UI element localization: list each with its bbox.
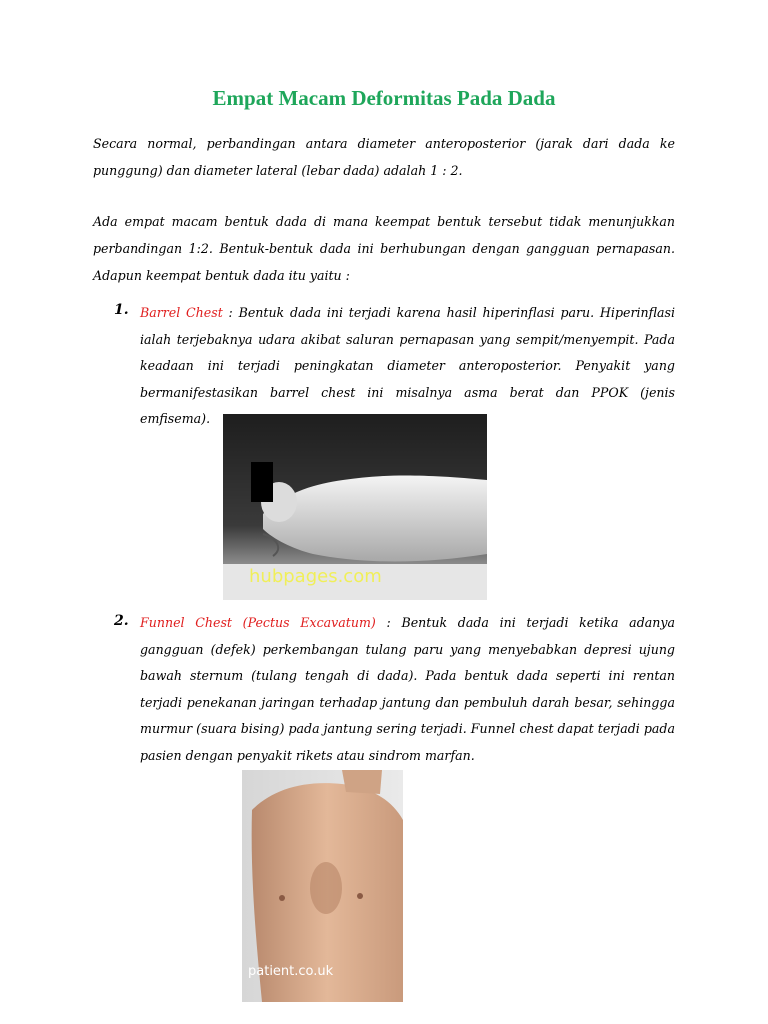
list-item-barrel-chest: Barrel Chest : Bentuk dada ini terjadi karena hasil hiperinflasi paru. Hiperinflasi ialah terjebaknya udara akibat saluran pernapasan yang sempit/menyempit. Pada keadaan ini terjadi peningkatan diameter anteroposterior. Penyakit yang bermanifestasikan barrel chest ini misalnya asma berat dan PPOK (jenis emfisema). [140,305,676,426]
overview-paragraph: Ada empat macam bentuk dada di mana keempat bentuk tersebut tidak menunjukkan perbandingan 1:2. Bentuk-bentuk dada ini berhubungan dengan gangguan pernapasan. Adapun keempat bentuk dada itu yaitu : [93,214,675,283]
description-funnel-chest: Bentuk dada ini terjadi ketika adanya gangguan (defek) perkembangan tulang paru yang menyebabkan depresi ujung bawah sternum (tulang tengah di dada). Pada bentuk dada seperti ini rentan terjadi penekanan jaringan terhadap jantung dan pembuluh darah besar, sehingga murmur (suara bising) pada jantung sering terjadi. Funnel chest dapat terjadi pada pasien dengan penyakit rikets atau sindrom marfan. [140,615,675,763]
term-funnel-chest: Funnel Chest (Pectus Excavatum) [140,615,376,630]
list-item-funnel-chest: Funnel Chest (Pectus Excavatum) : Bentuk dada ini terjadi ketika adanya gangguan (defek) perkembangan tulang paru yang menyebabkan depresi ujung bawah sternum (tulang tengah di dada). Pada bentuk dada seperti ini rentan terjadi penekanan jaringan terhadap jantung dan pembuluh darah besar, sehingga murmur (suara bising) pada jantung sering terjadi. Funnel chest dapat terjadi pada pasien dengan penyakit rikets atau sindrom marfan. [140,615,675,763]
page-title: Empat Macam Deformitas Pada Dada [212,86,556,110]
list-number-2: 2. [114,613,129,629]
funnel-chest-photo [242,770,403,1002]
barrel-chest-photo [223,414,487,600]
patient-watermark: patient.co.uk [248,964,334,979]
term-barrel-chest: Barrel Chest [140,305,223,320]
description-barrel-chest: Bentuk dada ini terjadi karena hasil hiperinflasi paru. Hiperinflasi ialah terjebaknya udara akibat saluran pernapasan yang sempit/menyempit. Pada keadaan ini terjadi peningkatan diameter anteroposterior. Penyakit yang bermanifestasikan barrel chest ini misalnya asma berat dan PPOK (jenis emfisema). [140,305,676,426]
list-number-1: 1. [114,302,129,318]
hubpages-watermark: hubpages.com [249,566,382,587]
intro-paragraph: Secara normal, perbandingan antara diameter anteroposterior (jarak dari dada ke punggung) dan diameter lateral (lebar dada) adalah 1 : 2. [93,136,675,178]
